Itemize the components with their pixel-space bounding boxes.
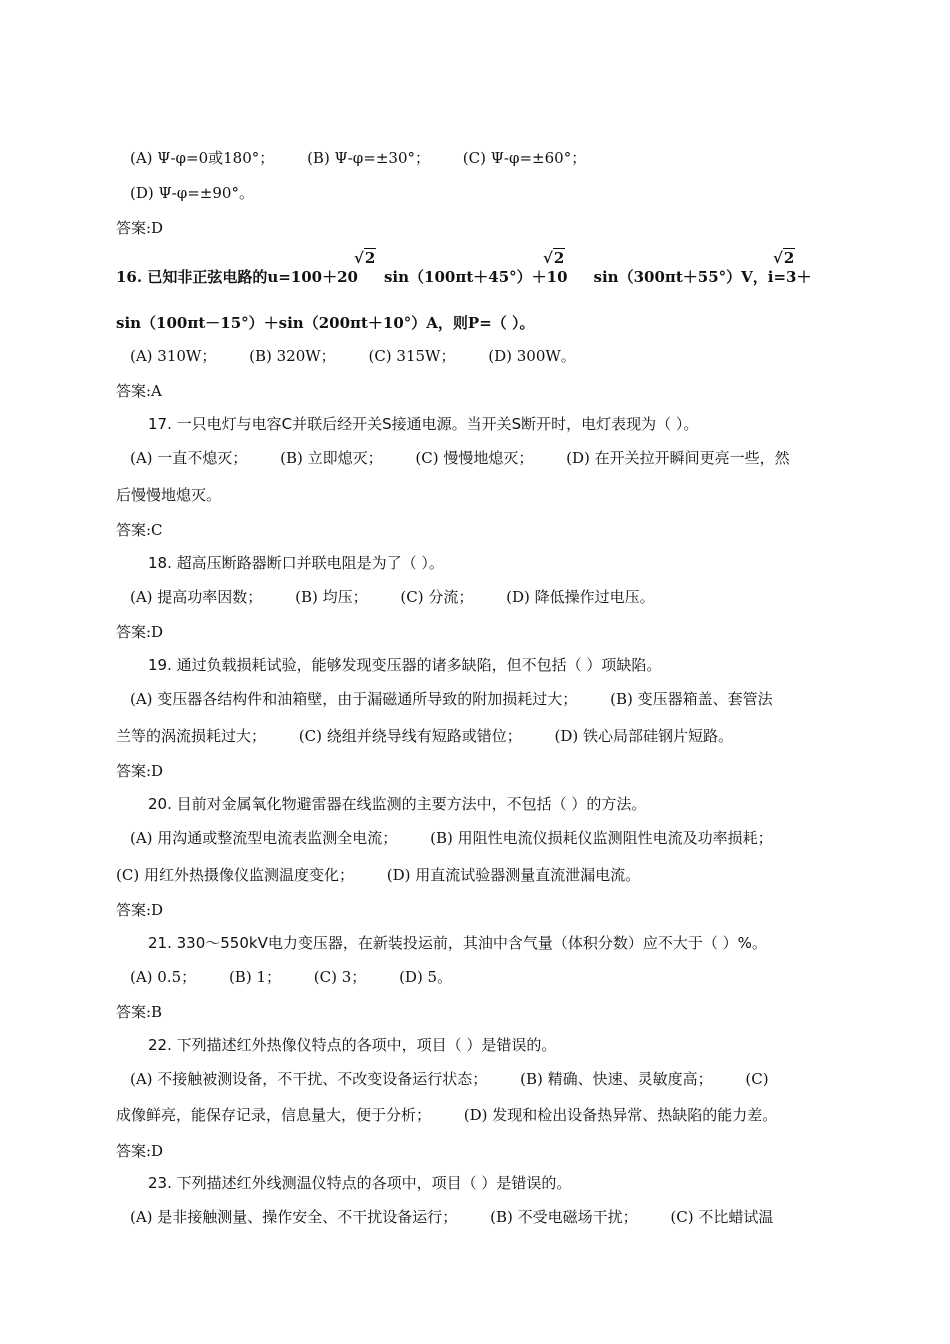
q15-answer: 答案:D bbox=[116, 219, 164, 237]
q23-options-line1 bbox=[130, 1206, 773, 1228]
q17-option-d-continued: 后慢慢地熄灭。 bbox=[116, 486, 222, 504]
q17-answer: 答案:C bbox=[116, 521, 163, 539]
q20-option-a: (A) 用沟通或整流型电流表监测全电流； bbox=[130, 829, 398, 847]
q19-option-c: (C) 绕组并绕导线有短路或错位； bbox=[298, 727, 522, 745]
q21-options bbox=[130, 966, 480, 988]
q20-options-line1 bbox=[130, 827, 773, 849]
q18-option-c: (C) 分流； bbox=[400, 588, 474, 606]
q16-stem-part-a: 16. 已知非正弦电路的u=100＋20 bbox=[116, 268, 358, 286]
q16-stem-part-b: sin（100πt＋45°）＋10 bbox=[383, 268, 568, 286]
q23-stem: 23. 下列描述红外线测温仪特点的各项中，项目（ ）是错误的。 bbox=[148, 1174, 572, 1192]
q21-option-c: (C) 3； bbox=[313, 968, 367, 986]
q16-sqrt-1: √2 bbox=[354, 249, 376, 267]
q17-options-line1 bbox=[130, 447, 790, 469]
q17-option-d: (D) 在开关拉开瞬间更亮一些，然 bbox=[566, 449, 790, 467]
q19-option-d: (D) 铁心局部硅钢片短路。 bbox=[554, 727, 734, 745]
q16-stem-line2: sin（100πt－15°）＋sin（200πt＋10°）A，则P=（ ）。 bbox=[116, 314, 535, 332]
q21-stem: 21. 330～550kV电力变压器，在新装投运前，其油中含气量（体积分数）应不大于（ ）%。 bbox=[148, 934, 767, 952]
q21-option-d: (D) 5。 bbox=[399, 968, 453, 986]
q20-stem: 20. 目前对金属氧化物避雷器在线监测的主要方法中，不包括（ ）的方法。 bbox=[148, 795, 647, 813]
q16-answer: 答案:A bbox=[116, 382, 162, 400]
q19-answer: 答案:D bbox=[116, 762, 164, 780]
q21-option-a: (A) 0.5； bbox=[130, 968, 197, 986]
q18-answer: 答案:D bbox=[116, 623, 164, 641]
q19-option-b-continued: 兰等的涡流损耗过大； bbox=[116, 727, 267, 745]
q16-sqrt-2: √2 bbox=[543, 249, 565, 267]
q16-option-b: (B) 320W； bbox=[249, 347, 336, 365]
q22-option-b: (B) 精确、快速、灵敏度高； bbox=[520, 1070, 713, 1088]
q22-options-line1 bbox=[130, 1068, 769, 1090]
q16-option-d: (D) 300W。 bbox=[488, 347, 576, 365]
q23-option-b: (B) 不受电磁场干扰； bbox=[490, 1208, 638, 1226]
q22-option-a: (A) 不接触被测设备，不干扰、不改变设备运行状态； bbox=[130, 1070, 488, 1088]
q21-answer: 答案:B bbox=[116, 1003, 163, 1021]
q15-option-c: (C) Ψ-φ=±60°； bbox=[462, 149, 587, 167]
q19-stem: 19. 通过负载损耗试验，能够发现变压器的诸多缺陷，但不包括（ ）项缺陷。 bbox=[148, 656, 662, 674]
q22-option-c: (C) bbox=[745, 1070, 769, 1088]
q17-stem: 17. 一只电灯与电容C并联后经开关S接通电源。当开关S断开时，电灯表现为（ ）。 bbox=[148, 415, 699, 433]
q22-stem: 22. 下列描述红外热像仪特点的各项中，项目（ ）是错误的。 bbox=[148, 1036, 557, 1054]
q15-option-b: (B) Ψ-φ=±30°； bbox=[307, 149, 431, 167]
q16-options bbox=[130, 345, 604, 367]
q20-option-d: (D) 用直流试验器测量直流泄漏电流。 bbox=[386, 866, 641, 884]
q17-option-a: (A) 一直不熄灭； bbox=[130, 449, 248, 467]
q16-sqrt-3: √2 bbox=[773, 249, 795, 267]
q18-option-b: (B) 均压； bbox=[295, 588, 368, 606]
q22-options-line2 bbox=[116, 1104, 777, 1126]
q22-answer: 答案:D bbox=[116, 1142, 164, 1160]
q18-option-a: (A) 提高功率因数； bbox=[130, 588, 263, 606]
q23-option-c: (C) 不比蜡试温 bbox=[670, 1208, 774, 1226]
q16-stem-part-c: sin（300πt＋55°）V，i=3＋ bbox=[593, 268, 812, 286]
q18-options bbox=[130, 586, 683, 608]
q20-options-line2 bbox=[116, 864, 640, 886]
q23-option-a: (A) 是非接触测量、操作安全、不干扰设备运行； bbox=[130, 1208, 458, 1226]
q21-option-b: (B) 1； bbox=[228, 968, 281, 986]
q19-option-a: (A) 变压器各结构件和油箱壁，由于漏磁通所导致的附加损耗过大； bbox=[130, 690, 578, 708]
q18-stem: 18. 超高压断路器断口并联电阻是为了（ ）。 bbox=[148, 554, 444, 572]
q19-options-line2 bbox=[116, 725, 733, 747]
q19-option-b: (B) 变压器箱盖、套管法 bbox=[610, 690, 773, 708]
q17-option-c: (C) 慢慢地熄灭； bbox=[415, 449, 534, 467]
q15-option-a: (A) Ψ-φ=0或180°； bbox=[130, 149, 275, 167]
q22-option-d: (D) 发现和检出设备热异常、热缺陷的能力差。 bbox=[463, 1106, 778, 1124]
q15-options-line1 bbox=[130, 147, 614, 169]
q19-options-line1 bbox=[130, 688, 773, 710]
q17-option-b: (B) 立即熄灭； bbox=[280, 449, 383, 467]
q22-option-c-continued: 成像鲜亮，能保存记录，信息量大，便于分析； bbox=[116, 1106, 432, 1124]
q20-option-b: (B) 用阻性电流仪损耗仪监测阻性电流及功率损耗； bbox=[430, 829, 773, 847]
q15-option-d: (D) Ψ-φ=±90°。 bbox=[130, 184, 254, 202]
q20-answer: 答案:D bbox=[116, 901, 164, 919]
q16-option-a: (A) 310W； bbox=[130, 347, 217, 365]
q20-option-c: (C) 用红外热摄像仪监测温度变化； bbox=[116, 866, 354, 884]
q16-stem-line1 bbox=[116, 266, 812, 288]
q18-option-d: (D) 降低操作过电压。 bbox=[506, 588, 655, 606]
q16-option-c: (C) 315W； bbox=[368, 347, 456, 365]
